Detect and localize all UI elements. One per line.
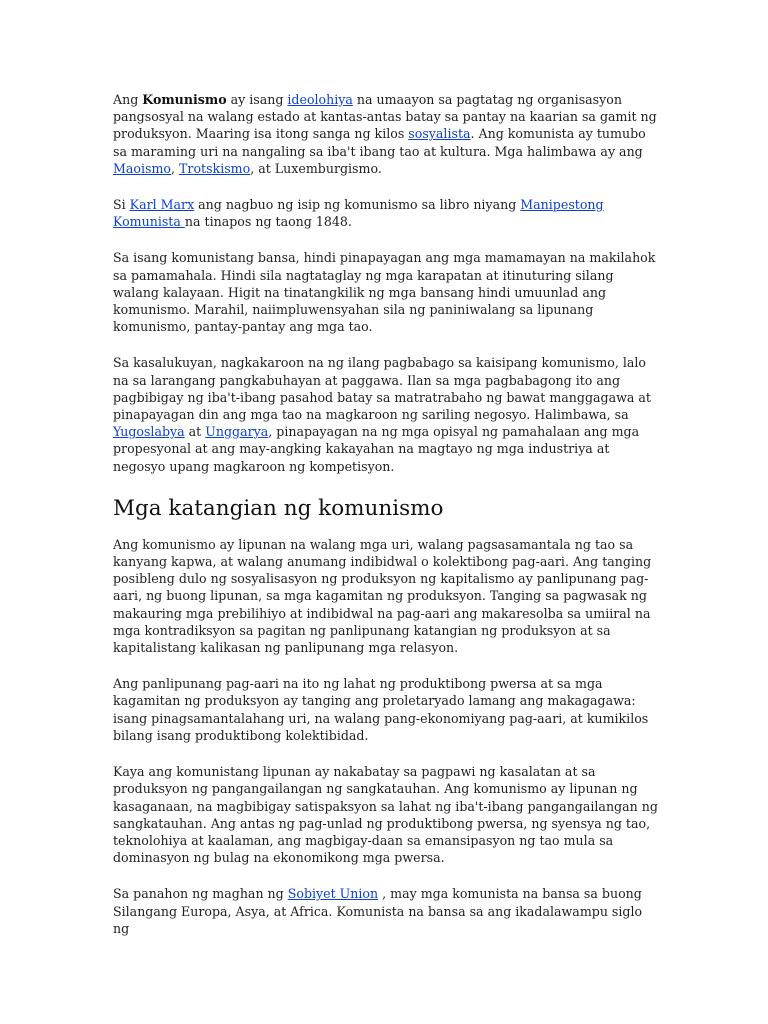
link-maoismo[interactable]: Maoismo xyxy=(113,160,172,176)
text-run: Sa panahon ng maghan ng xyxy=(113,886,288,902)
text-run: . Ang komunista ay tumubo sa maraming uri na nangaling sa iba't ibang tao at kultura. Mga halimbawa ay ang xyxy=(113,126,646,159)
section-heading: Mga katangian ng komunismo xyxy=(113,495,444,521)
link-sosyalista[interactable]: sosyalista xyxy=(408,126,471,142)
text-run: ang nagbuo ng isip ng komunismo sa libro niyang xyxy=(194,197,521,213)
text-run: , may mga komunista na bansa sa buong Silangang Europa, Asya, at Africa. Komunista na bansa sa ang ikadalawampu siglo ng xyxy=(113,886,643,936)
changes-paragraph xyxy=(113,354,661,474)
characteristics-paragraph-3: Kaya ang komunistang lipunan ay nakabatay sa pagpawi ng kasalatan at sa produksyon ng pangangailangan ng sangkatauhan. Ang komunismo ay lipunan ng kasaganaan, na magbibigay satispaksyon sa lahat ng iba't-ibang pangangailangan ng sangkatauhan. Ang antas ng pag-unlad ng produktibong pwersa, ng syensya ng tao, teknolohiya at kaalaman, ang magbigay-daan sa emansipasyon ng tao mula sa dominasyon ng bulag na ekonomikong mga pwersa. xyxy=(113,764,658,866)
link-manipestong-komunista[interactable]: Manipestong Komunista xyxy=(113,197,604,230)
link-sobiyet-union[interactable]: Sobiyet Union xyxy=(287,886,379,902)
government-paragraph: Sa isang komunistang bansa, hindi pinapayagan ang mga mamamayan na makilahok sa pamamahala. Hindi sila nagtataglay ng mga karapatan at itinuturing silang walang kalayaan. Higit na tinatangkilik ng mga bansang hindi umuunlad ang komunismo. Marahil, naiimpluwensyahan sila ng paniniwalang sa lipunang komunismo, pantay-pantay ang mga tao. xyxy=(113,250,656,335)
intro-paragraph xyxy=(113,91,661,177)
text-run: Sa kasalukuyan, nagkakaroon na ng ilang pagbabago sa kaisipang komunismo, lalo na sa larangang pangkabuhayan at paggawa. Ilan sa mga pagbabagong ito ang pagbibigay ng iba't-ibang pasahod batay sa matratrabaho ng bawat manggagawa at pinapayagan din ang mga tao na magkaroon ng sariling negosyo. Halimbawa, sa xyxy=(113,355,651,423)
text-run: na umaayon sa pagtatag ng organisasyon pangsosyal na walang estado at kantas-antas batay sa pantay na kaarian sa gamit ng produksyon. Maaring isa itong sanga ng kilos xyxy=(113,92,657,142)
link-ideolohiya[interactable]: ideolohiya xyxy=(287,92,353,107)
text-run: na tinapos ng taong 1848. xyxy=(184,214,352,230)
link-trotskismo[interactable]: Trotskismo xyxy=(179,160,251,176)
text-run: Ang xyxy=(113,92,143,107)
text-run: ay isang xyxy=(226,92,288,107)
bold-term-komunismo: Komunismo xyxy=(142,92,227,107)
soviet-paragraph xyxy=(113,885,661,937)
link-yugoslabya[interactable]: Yugoslabya xyxy=(113,424,185,440)
link-karl-marx[interactable]: Karl Marx xyxy=(129,197,195,213)
text-run: Si xyxy=(113,197,130,213)
characteristics-paragraph-2: Ang panlipunang pag-aari na ito ng lahat ng produktibong pwersa at sa mga kagamitan ng produksyon ay tanging ang proletaryado lamang ang makagagawa: isang pinagsamantalahang uri, na walang pang-ekonomiyang pag-aari, at kumikilos bilang isang produktibong kolektibidad. xyxy=(113,676,649,743)
text-run: , at Luxemburgismo. xyxy=(250,160,382,176)
characteristics-paragraph-1: Ang komunismo ay lipunan na walang mga uri, walang pagsasamantala ng tao sa kanyang kapwa, at walang anumang indibidwal o kolektibong pag-aari. Ang tanging posibleng dulo ng sosyalisasyon ng produksyon ng kapitalismo ay panlipunang pag-aari, ng buong lipunan, sa mga kagamitan ng produksyon. Tanging sa pagwasak ng makauring mga prebilihiyo at indibidwal na pag-aari ang makaresolba sa umiiral na mga kontradiksyon sa pagitan ng panlipunang katangian ng produksyon at sa kapitalistang kalikasan ng panlipunang mga relasyon. xyxy=(113,536,652,656)
text-run: , pinapayagan na ng mga opisyal ng pamahalaan ang mga propesyonal at ang may-angking kakayahan na magtayo ng mga industriya at negosyo upang magkaroon ng kompetisyon. xyxy=(113,424,640,474)
link-unggarya[interactable]: Unggarya xyxy=(205,424,269,440)
text-run: at xyxy=(184,424,206,440)
text-run: , xyxy=(171,160,180,176)
document-page xyxy=(113,91,661,937)
marx-paragraph xyxy=(113,196,661,230)
